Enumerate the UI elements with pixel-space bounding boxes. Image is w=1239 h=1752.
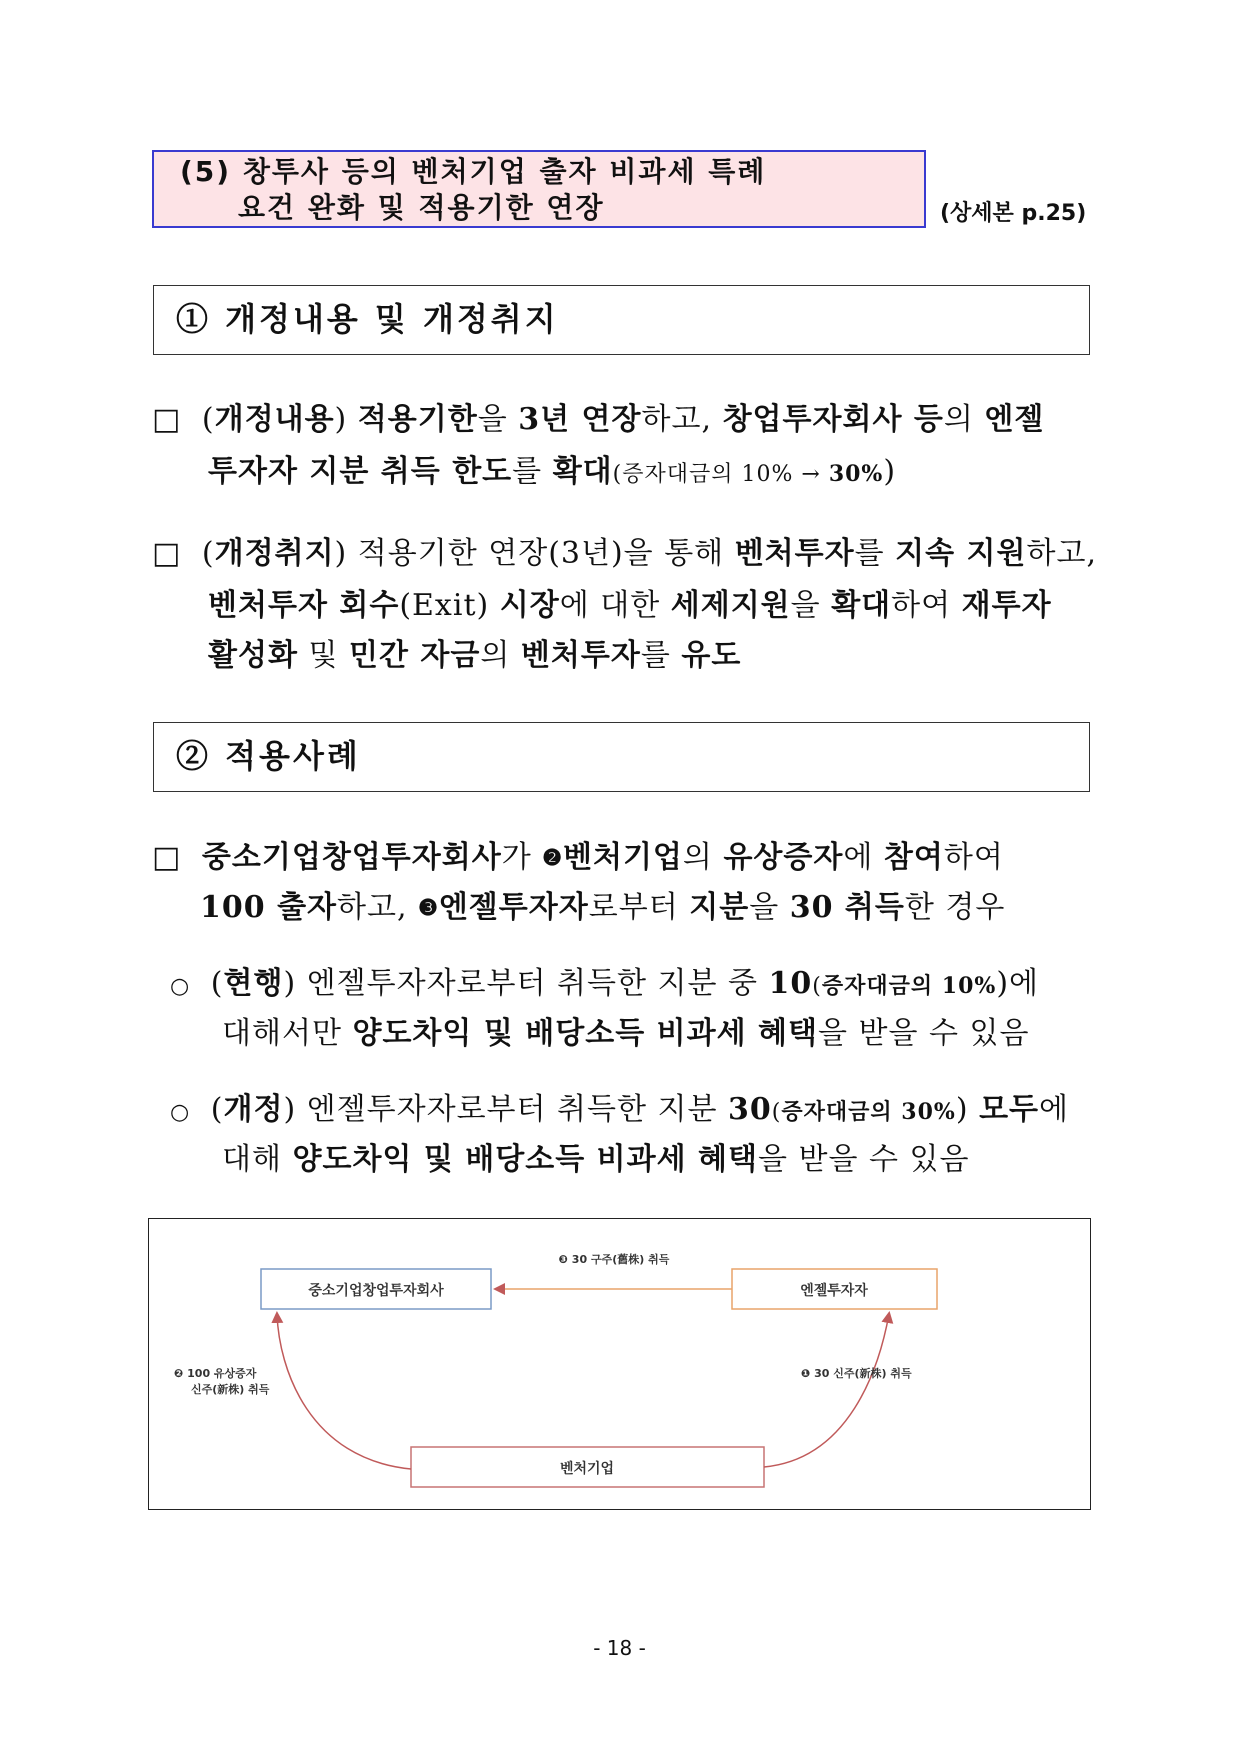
- arrow-venture-to-angel: [764, 1314, 889, 1467]
- checkbox-bullet: □: [152, 840, 182, 875]
- node-label-angel: 엔젤투자자: [800, 1283, 868, 1299]
- investment-flow-diagram: [148, 1218, 1091, 1510]
- section-title-line2: 요건 완화 및 적용기한 연장: [238, 191, 605, 224]
- checkbox-bullet: □: [152, 402, 182, 437]
- section2-heading: ② 적용사례: [153, 722, 1090, 792]
- s1-p2-line2: 벤처투자 회수(Exit) 시장에 대한 세제지원을 확대하여 재투자: [208, 588, 1052, 623]
- arrow-venture-to-vc: [277, 1314, 411, 1469]
- section-title-box: [152, 150, 926, 228]
- arrow-label-left-1: ❷ 100 유상증자: [174, 1367, 257, 1380]
- s2-b1-line1: ○ (현행) 엔젤투자자로부터 취득한 지분 중 10(증자대금의 10%)에: [170, 966, 1040, 1001]
- s2-b1-line2: 대해서만 양도차익 및 배당소득 비과세 혜택을 받을 수 있음: [222, 1016, 1030, 1051]
- page-number: - 18 -: [593, 1636, 646, 1660]
- arrow-label-right: ❶ 30 신주(新株) 취득: [801, 1367, 912, 1380]
- s1-p2-line3: 활성화 및 민간 자금의 벤처투자를 유도: [208, 638, 742, 673]
- circle-bullet: ○: [170, 1100, 191, 1125]
- s2-p1-line1: □ 중소기업창업투자회사가 $^❷$벤처기업의 유상증자에 참여하여: [152, 840, 1004, 875]
- arrow-label-top: ❸ 30 구주(舊株) 취득: [558, 1253, 670, 1266]
- detail-reference: (상세본 p.25): [940, 201, 1087, 226]
- s2-b2-line1: ○ (개정) 엔젤투자자로부터 취득한 지분 30(증자대금의 30%) 모두에: [170, 1092, 1070, 1127]
- s1-p2-line1: □ (개정취지) 적용기한 연장(3년)을 통해 벤처투자를 지속 지원하고,: [152, 536, 1098, 571]
- arrow-label-left-2: 신주(新株) 취득: [191, 1383, 270, 1396]
- node-label-venture: 벤처기업: [559, 1461, 615, 1477]
- section-title-line1: (5) 창투사 등의 벤처기업 출자 비과세 특례: [180, 155, 767, 188]
- circle-bullet: ○: [170, 974, 191, 999]
- flow-diagram-svg: [149, 1219, 1089, 1508]
- node-label-vc: 중소기업창업투자회사: [308, 1283, 444, 1299]
- checkbox-bullet: □: [152, 536, 182, 571]
- s1-p1-line1: □ (개정내용) 적용기한을 3년 연장하고, 창업투자회사 등의 엔젤: [152, 402, 1045, 437]
- section1-heading: ① 개정내용 및 개정취지: [153, 285, 1090, 355]
- s1-p1-line2: 투자자 지분 취득 한도를 확대(증자대금의 10% → 30%): [208, 454, 897, 489]
- s2-p1-line2: 100 출자하고, $^❸$엔젤투자자로부터 지분을 30 취득한 경우: [200, 890, 1006, 925]
- s2-b2-line2: 대해 양도차익 및 배당소득 비과세 혜택을 받을 수 있음: [222, 1142, 970, 1177]
